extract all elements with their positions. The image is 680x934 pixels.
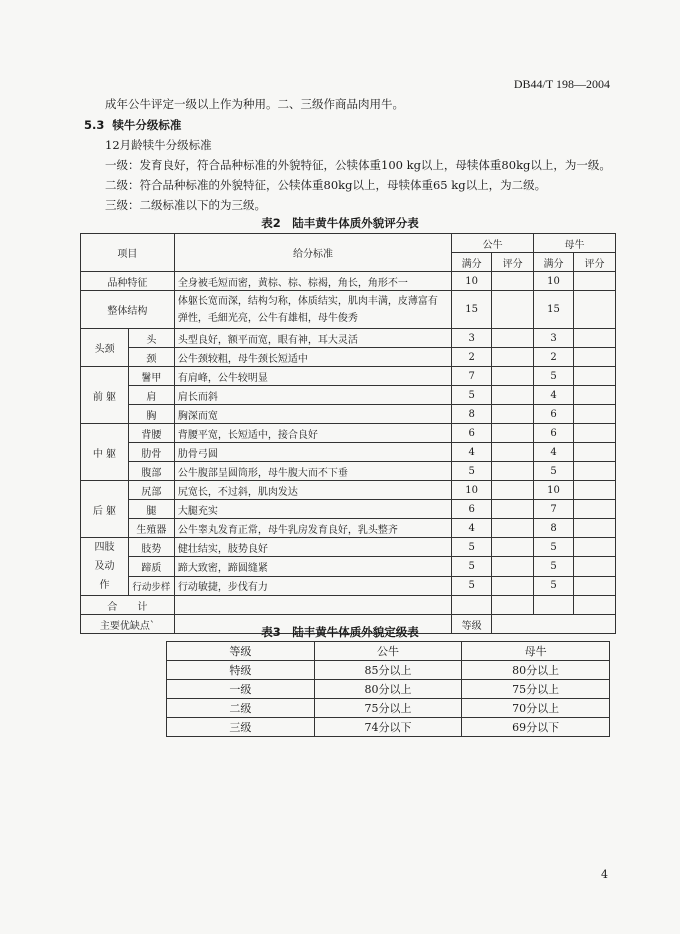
row-cow-score[interactable] — [574, 443, 616, 462]
row-grade: 一级 — [167, 680, 315, 699]
row-standard — [174, 291, 451, 329]
row-standard: 健壮结实，肢势良好 — [174, 538, 451, 557]
row-cow-full: 8 — [534, 519, 574, 538]
section-heading — [84, 117, 189, 133]
row-sub: 肢势 — [128, 538, 174, 557]
table-row — [81, 348, 616, 367]
header-cow: 母牛 — [534, 234, 616, 253]
table-row — [167, 680, 610, 699]
section-number: 5.3 — [84, 118, 105, 132]
header-cow-score: 评分 — [574, 253, 616, 272]
row-cow-full: 5 — [534, 367, 574, 386]
row-group: 前 躯 — [81, 367, 129, 424]
row-bull: 75分以上 — [314, 699, 462, 718]
row-cow-score[interactable] — [574, 538, 616, 557]
row-bull-full: 5 — [452, 462, 492, 481]
row-bull-score[interactable] — [492, 291, 534, 329]
row-bull-full: 5 — [452, 557, 492, 576]
header-standard: 给分标准 — [174, 234, 451, 272]
row-standard: 肋骨弓圆 — [174, 443, 451, 462]
row-standard: 蹄大致密，蹄圆缝紧 — [174, 557, 451, 576]
table-row — [81, 386, 616, 405]
merits-label: 主要优缺点` — [81, 615, 175, 634]
row-bull-full: 6 — [452, 424, 492, 443]
row-sub: 肋骨 — [128, 443, 174, 462]
row-cow-full: 7 — [534, 500, 574, 519]
row-group-line2: 及动 — [94, 561, 115, 572]
row-cow: 80分以上 — [462, 661, 610, 680]
table-row — [81, 424, 616, 443]
row-cow-score[interactable] — [574, 500, 616, 519]
row-bull-score[interactable] — [492, 348, 534, 367]
row-standard: 公牛颈较粗，母牛颈长短适中 — [174, 348, 451, 367]
row-bull-full: 8 — [452, 405, 492, 424]
row-bull-full: 5 — [452, 538, 492, 557]
table-row — [81, 329, 616, 348]
row-bull: 74分以下 — [314, 718, 462, 737]
row-cow-full: 4 — [534, 443, 574, 462]
row-bull-score[interactable] — [492, 443, 534, 462]
row-group: 品种特征 — [81, 272, 175, 291]
row-bull: 80分以上 — [314, 680, 462, 699]
row-cow-score[interactable] — [574, 557, 616, 576]
total-row — [81, 596, 616, 615]
row-cow-full: 5 — [534, 538, 574, 557]
table3-caption: 表3 陆丰黄牛体质外貌定级表 — [261, 625, 419, 639]
row-bull-full: 10 — [452, 272, 492, 291]
row-bull: 85分以上 — [314, 661, 462, 680]
row-cow-full: 10 — [534, 272, 574, 291]
row-bull-score[interactable] — [492, 405, 534, 424]
row-cow-full: 6 — [534, 405, 574, 424]
row-standard: 全身被毛短而密，黄棕、棕、棕褐，角长，角形不一 — [174, 272, 451, 291]
row-bull-full: 2 — [452, 348, 492, 367]
row-grade: 特级 — [167, 661, 315, 680]
row-bull-full: 3 — [452, 329, 492, 348]
table3-grading — [166, 641, 610, 737]
row-bull-score[interactable] — [492, 519, 534, 538]
row-cow-score[interactable] — [574, 424, 616, 443]
row-group — [81, 538, 129, 596]
document-id: DB44/T 198—2004 — [513, 77, 610, 91]
row-bull-score[interactable] — [492, 272, 534, 291]
row-sub: 生殖器 — [128, 519, 174, 538]
table-row — [81, 272, 616, 291]
row-sub: 背腰 — [128, 424, 174, 443]
row-group: 后 躯 — [81, 481, 129, 538]
row-cow: 70分以上 — [462, 699, 610, 718]
row-cow-score[interactable] — [574, 367, 616, 386]
table2-caption: 表2 陆丰黄牛体质外貌评分表 — [261, 216, 419, 230]
grade1-paragraph: 一级：发育良好，符合品种标准的外貌特征，公犊体重100 kg以上，母犊体重80kg以上，为一级。 — [105, 158, 611, 172]
grade2-paragraph: 二级：符合品种标准的外貌特征，公犊体重80kg以上，母犊体重65 kg以上，为二级。 — [105, 178, 547, 192]
table-row — [81, 519, 616, 538]
row-standard: 行动敏捷，步伐有力 — [174, 576, 451, 595]
row-sub: 肩 — [128, 386, 174, 405]
row-sub: 腹部 — [128, 462, 174, 481]
total-bull-score[interactable] — [492, 596, 534, 615]
row-bull-score[interactable] — [492, 538, 534, 557]
row-standard: 肩长而斜 — [174, 386, 451, 405]
row-bull-full: 4 — [452, 443, 492, 462]
header-cow: 母牛 — [462, 642, 610, 661]
table-row — [81, 557, 616, 576]
table-row — [81, 405, 616, 424]
row-cow: 69分以下 — [462, 718, 610, 737]
sub-title: 12月龄犊牛分级标准 — [105, 138, 212, 152]
table-row — [167, 699, 610, 718]
row-cow-score[interactable] — [574, 386, 616, 405]
row-standard: 头型良好，额平而宽，眼有神，耳大灵活 — [174, 329, 451, 348]
header-bull-score: 评分 — [492, 253, 534, 272]
intro-paragraph: 成年公牛评定一级以上作为种用。二、三级作商品肉用牛。 — [105, 97, 404, 111]
row-group: 中 躯 — [81, 424, 129, 481]
row-cow-full: 10 — [534, 481, 574, 500]
row-cow-score[interactable] — [574, 519, 616, 538]
row-bull-score[interactable] — [492, 367, 534, 386]
table-row — [81, 576, 616, 595]
row-cow-score[interactable] — [574, 462, 616, 481]
row-group: 头颈 — [81, 329, 129, 367]
row-cow-score[interactable] — [574, 576, 616, 595]
row-cow-score[interactable] — [574, 291, 616, 329]
row-cow-full: 15 — [534, 291, 574, 329]
row-sub: 胸 — [128, 405, 174, 424]
row-bull-score[interactable] — [492, 576, 534, 595]
row-cow-score[interactable] — [574, 329, 616, 348]
row-bull-score[interactable] — [492, 424, 534, 443]
row-cow-full: 2 — [534, 348, 574, 367]
row-grade: 二级 — [167, 699, 315, 718]
row-cow-score[interactable] — [574, 272, 616, 291]
grade3-paragraph: 三级：二级标准以下的为三级。 — [105, 198, 266, 212]
row-standard: 背腰平宽，长短适中，接合良好 — [174, 424, 451, 443]
table2-appearance-scoring — [80, 233, 616, 634]
row-standard-line2: 弹性，毛細光亮，公牛有雄相，母牛俊秀 — [177, 312, 358, 324]
row-sub: 头 — [128, 329, 174, 348]
row-bull-score[interactable] — [492, 481, 534, 500]
table-row — [167, 718, 610, 737]
table-row — [81, 443, 616, 462]
row-bull-full: 5 — [452, 576, 492, 595]
total-cow-score[interactable] — [574, 596, 616, 615]
row-bull-full: 6 — [452, 500, 492, 519]
row-grade: 三级 — [167, 718, 315, 737]
row-sub: 蹄质 — [128, 557, 174, 576]
row-cow-full: 6 — [534, 424, 574, 443]
row-sub: 尻部 — [128, 481, 174, 500]
row-group-line1: 四肢 — [94, 542, 115, 553]
row-sub: 行动步样 — [128, 576, 174, 595]
total-label: 合 计 — [81, 596, 175, 615]
row-standard: 有肩峰，公牛较明显 — [174, 367, 451, 386]
table-row — [81, 462, 616, 481]
row-cow-full: 5 — [534, 557, 574, 576]
row-cow-full: 5 — [534, 462, 574, 481]
row-standard: 尻宽长，不过斜，肌肉发达 — [174, 481, 451, 500]
row-cow-score[interactable] — [574, 405, 616, 424]
row-standard-line1: 体躯长宽而深，结构匀称，体质结实，肌肉丰满，皮薄富有 — [177, 295, 438, 307]
row-cow: 75分以上 — [462, 680, 610, 699]
row-cow-score[interactable] — [574, 481, 616, 500]
total-bull-full — [452, 596, 492, 615]
row-group-line3: 作 — [99, 580, 110, 591]
grade-label: 等级 — [452, 615, 492, 634]
row-bull-score[interactable] — [492, 500, 534, 519]
table-row — [81, 500, 616, 519]
row-group: 整体结构 — [81, 291, 175, 329]
row-bull-full: 7 — [452, 367, 492, 386]
row-bull-score[interactable] — [492, 329, 534, 348]
total-cow-full — [534, 596, 574, 615]
row-standard: 大腿充实 — [174, 500, 451, 519]
row-sub: 颈 — [128, 348, 174, 367]
row-bull-score[interactable] — [492, 386, 534, 405]
section-title: 犊牛分级标准 — [112, 118, 182, 132]
row-bull-full: 5 — [452, 386, 492, 405]
header-item: 项目 — [81, 234, 175, 272]
row-standard: 胸深而宽 — [174, 405, 451, 424]
table-row — [81, 291, 616, 329]
table-row — [81, 538, 616, 557]
table-row — [81, 367, 616, 386]
header-grade: 等级 — [167, 642, 315, 661]
row-cow-full: 3 — [534, 329, 574, 348]
row-bull-full: 15 — [452, 291, 492, 329]
total-standard — [174, 596, 451, 615]
page-number: 4 — [601, 868, 608, 881]
table-row — [81, 481, 616, 500]
header-bull-full: 满分 — [452, 253, 492, 272]
row-bull-score[interactable] — [492, 557, 534, 576]
table-row — [167, 661, 610, 680]
header-cow-full: 满分 — [534, 253, 574, 272]
row-cow-full: 5 — [534, 576, 574, 595]
row-standard: 公牛腹部呈圆筒形，母牛腹大而不下垂 — [174, 462, 451, 481]
row-bull-full: 4 — [452, 519, 492, 538]
row-standard: 公牛睾丸发育正常，母牛乳房发育良好，乳头整齐 — [174, 519, 451, 538]
row-cow-score[interactable] — [574, 348, 616, 367]
row-sub: 鬐甲 — [128, 367, 174, 386]
header-bull: 公牛 — [314, 642, 462, 661]
row-sub: 腿 — [128, 500, 174, 519]
row-bull-full: 10 — [452, 481, 492, 500]
header-bull: 公牛 — [452, 234, 534, 253]
row-cow-full: 4 — [534, 386, 574, 405]
row-bull-score[interactable] — [492, 462, 534, 481]
